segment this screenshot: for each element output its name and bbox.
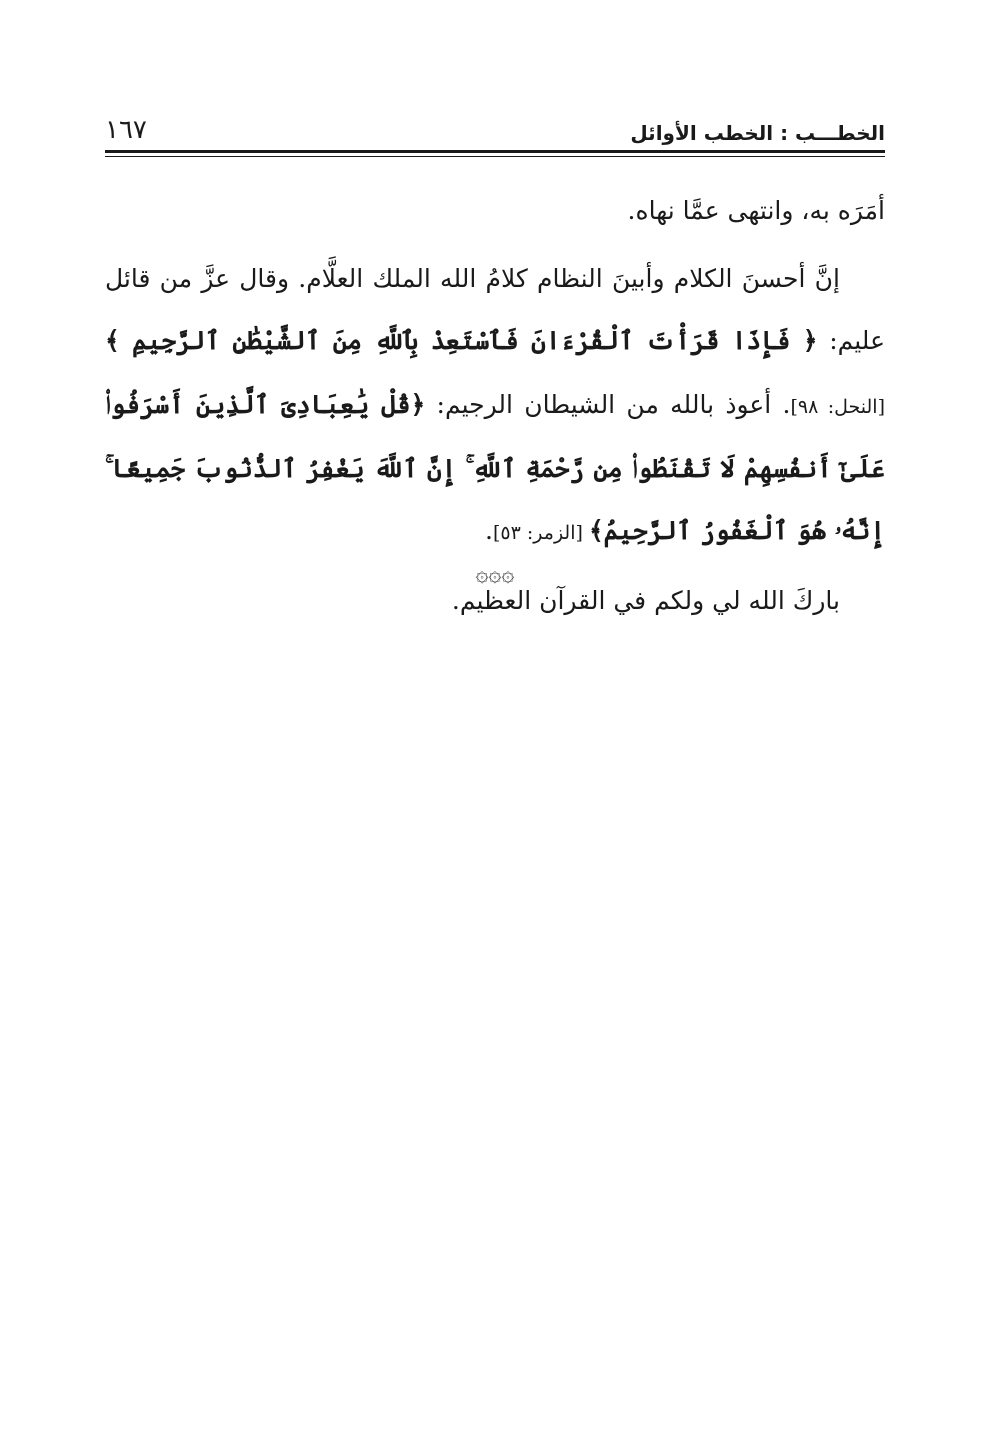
- section-divider: [0, 560, 990, 590]
- paragraph-2-text-3: .: [485, 516, 493, 545]
- header-rule: [105, 150, 885, 153]
- quran-verse-2: ﴿قُلْ يَٰعِبَادِىَ ٱلَّذِينَ أَسْرَفُوا۟ عَلَىٰٓ أَنفُسِهِمْ لَا تَقْنَطُوا۟ مِن رَّحْمَةِ ٱللَّهِ ۚ إِنَّ ٱللَّهَ يَغْفِرُ ٱلذُّنُوبَ جَمِيعًا ۚ إِنَّهُۥ هُوَ ٱلْغَفُورُ ٱلرَّحِيمُ﴾: [105, 390, 885, 545]
- ornament-icon: ۞: [475, 562, 489, 587]
- verse-reference-1: [النحل: ٩٨]: [790, 396, 885, 418]
- header-rule-thin: [105, 156, 885, 157]
- paragraph-1: أمَرَه به، وانتهى عمَّا نهاه.: [627, 196, 885, 225]
- verse-reference-2: [الزمر: ٥٣]: [493, 522, 589, 544]
- paragraph-3: باركَ الله لي ولكم في القرآن العظيم.: [451, 586, 840, 615]
- page-number: ١٦٧: [105, 115, 147, 145]
- running-header: [105, 112, 885, 152]
- paragraph-2-text-1: إنَّ أحسنَ الكلام وأبينَ النظام كلامُ الله الملك العلَّام. وقال عزَّ من قائل عليم:: [105, 264, 885, 355]
- ornament-icon: ۞: [488, 562, 502, 587]
- paragraph-2: [105, 248, 885, 564]
- quran-verse-1: ﴿ فَإِذَا قَرَأْتَ ٱلْقُرْءَانَ فَٱسْتَعِذْ بِٱللَّهِ مِنَ ٱلشَّيْطَٰنِ ٱلرَّجِيمِ ﴾: [105, 326, 818, 355]
- ornament-icon: ۞: [501, 562, 515, 587]
- paragraph-2-text-2: . أعوذ بالله من الشيطان الرجيم:: [425, 390, 791, 419]
- running-header-title: الخطـــب : الخطب الأوائل: [630, 121, 885, 145]
